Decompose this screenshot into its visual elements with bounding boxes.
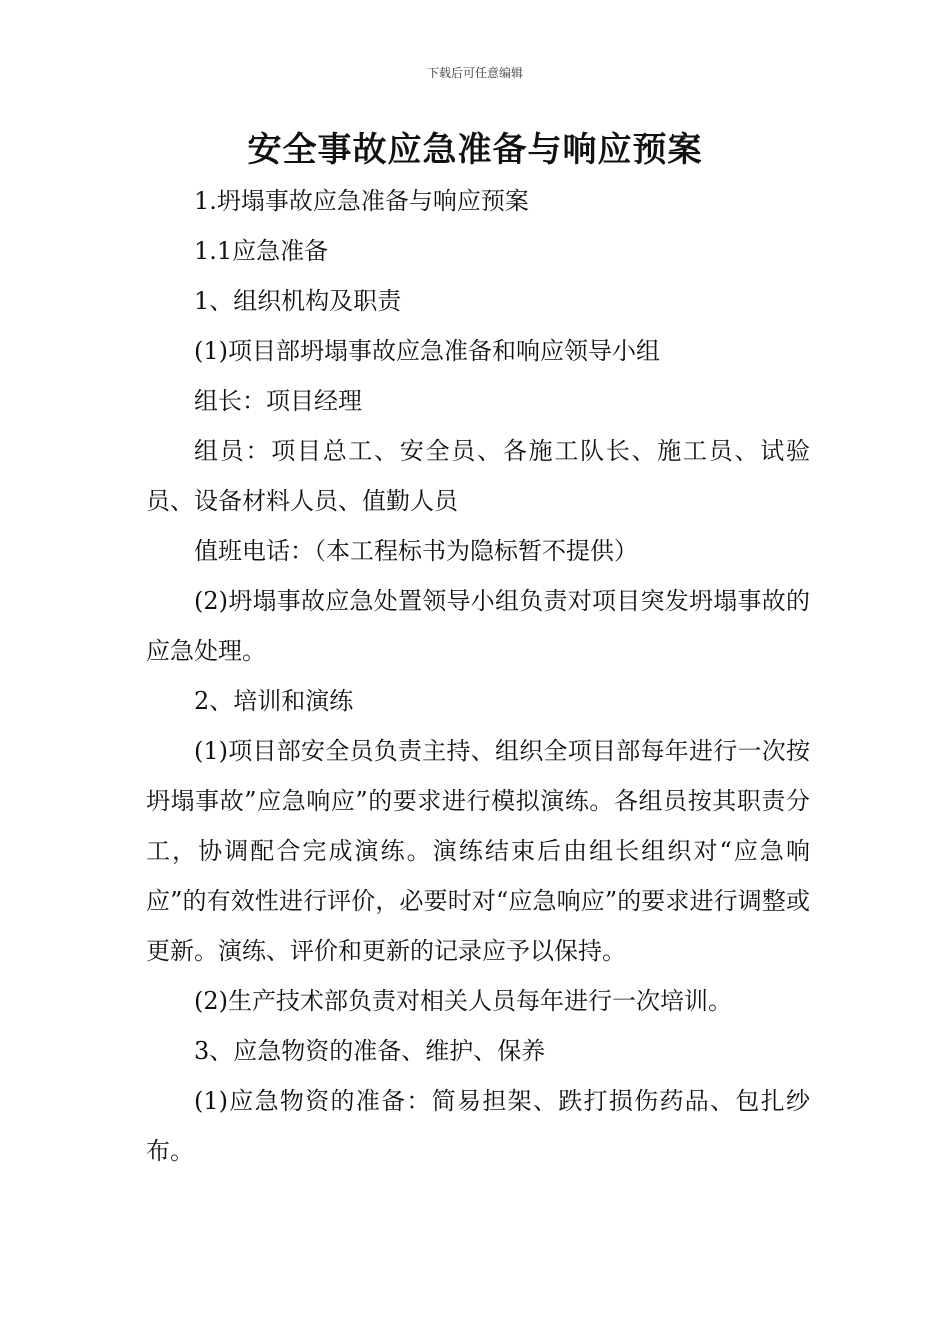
paragraph: (1)应急物资的准备：简易担架、跌打损伤药品、包扎纱布。 [146,1087,810,1165]
document-body [146,176,810,1176]
document-title: 安全事故应急准备与响应预案 [247,130,703,170]
paragraph: (2)生产技术部负责对相关人员每年进行一次培训。 [194,987,732,1015]
paragraph: 值班电话：（本工程标书为隐标暂不提供） [194,537,638,565]
header-note: 下载后可任意编辑 [426,66,523,80]
subsection-heading: 1.1应急准备 [194,237,329,265]
paragraph: (1)项目部坍塌事故应急准备和响应领导小组 [194,337,660,365]
paragraph: (1)项目部安全员负责主持、组织全项目部每年进行一次按坍塌事故”应急响应”的要求进行模拟演练。各组员按其职责分工，协调配合完成演练。演练结束后由组长组织对“应急响应”的有效性进行评价，必要时对“应急响应”的要求进行调整或更新。演练、评价和更新的记录应予以保持。 [146,737,810,965]
item-heading: 1、组织机构及职责 [194,287,402,315]
section-heading: 1.坍塌事故应急准备与响应预案 [194,187,529,215]
item-heading: 3、应急物资的准备、维护、保养 [194,1037,546,1065]
item-heading: 2、培训和演练 [194,687,354,715]
paragraph: 组员：项目总工、安全员、各施工队长、施工员、试验员、设备材料人员、值勤人员 [146,437,810,515]
paragraph: (2)坍塌事故应急处置领导小组负责对项目突发坍塌事故的应急处理。 [146,587,810,665]
paragraph: 组长：项目经理 [194,387,362,415]
